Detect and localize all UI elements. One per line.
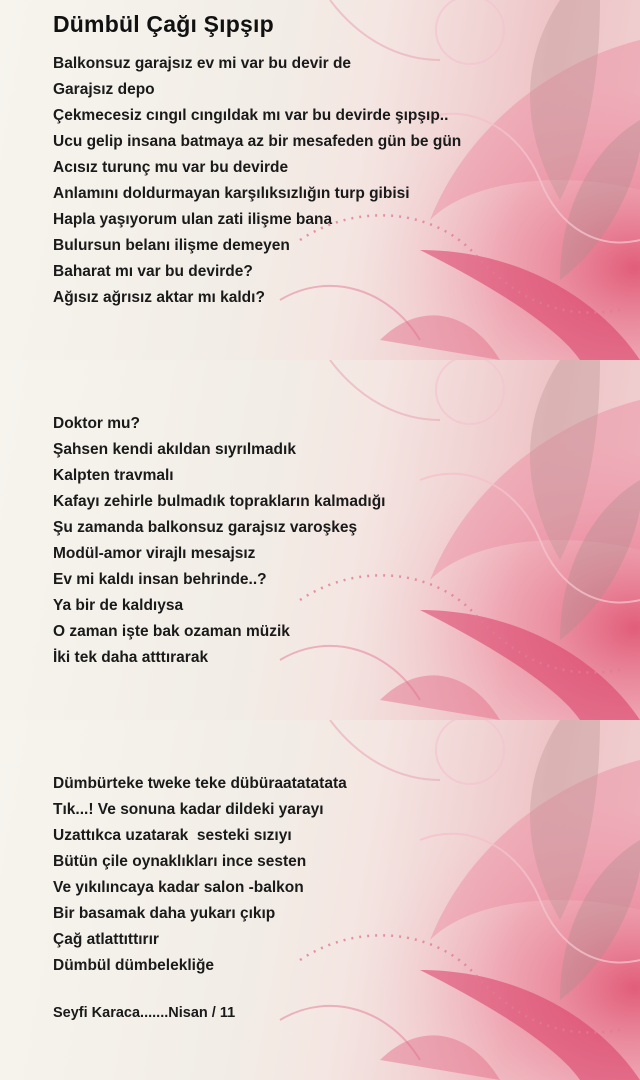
poem-line: Ve yıkılıncaya kadar salon -balkon [53,879,304,896]
poem-line: Ucu gelip insana batmaya az bir mesafeden gün be gün [53,133,462,150]
poem-line: Baharat mı var bu devirde? [53,263,253,280]
poem-line: Doktor mu? [53,415,140,432]
poem-line: Ağısız ağrısız aktar mı kaldı? [53,289,265,306]
poem-line: Ya bir de kaldıysa [53,597,184,614]
poem-line: Anlamını doldurmayan karşılıksızlığın turp gibisi [53,185,410,202]
poem-line: Balkonsuz garajsız ev mi var bu devir de [53,55,352,72]
poem-stanza-2 [53,411,386,671]
poem-line: Uzattıkca uzatarak sesteki sızıyı [53,827,292,844]
poem-line: Şu zamanda balkonsuz garajsız varoşkeş [53,519,358,536]
poem-line: Şahsen kendi akıldan sıyrılmadık [53,441,296,458]
poem-line: Acısız turunç mu var bu devirde [53,159,289,176]
poem-stanza-1 [53,51,461,311]
poem-line: Hapla yaşıyorum ulan zati ilişme bana [53,211,333,228]
poem-line: Çekmecesiz cıngıl cıngıldak mı var bu devirde şıpşıp.. [53,107,449,124]
poem-line: Garajsız depo [53,81,155,98]
poem-line: Bulursun belanı ilişme demeyen [53,237,290,254]
poem-line: Dümbül dümbelekliğe [53,957,215,974]
poem-line: Bir basamak daha yukarı çıkıp [53,905,276,922]
poem-line: Çağ atlattıttırır [53,931,159,948]
poem-line: Ev mi kaldı insan behrinde..? [53,571,267,588]
poem-line: O zaman işte bak ozaman müzik [53,623,290,640]
poem-line: Modül-amor virajlı mesajsız [53,545,256,562]
poem-line: Bütün çile oynaklıkları ince sesten [53,853,307,870]
poem-stanza-3 [53,771,347,979]
poem-line: Kalpten travmalı [53,467,174,484]
poem-title: Dümbül Çağı Şıpşıp [53,11,274,37]
author-signature: Seyfi Karaca.......Nisan / 11 [53,1005,236,1021]
poem-line: Tık...! Ve sonuna kadar dildeki yarayı [53,801,324,818]
poem-line: Dümbürteke tweke teke dübüraatatatata [53,775,347,792]
poem-line: İki tek daha atttırarak [53,649,209,666]
poem-line: Kafayı zehirle bulmadık toprakların kalmadığı [53,493,386,510]
